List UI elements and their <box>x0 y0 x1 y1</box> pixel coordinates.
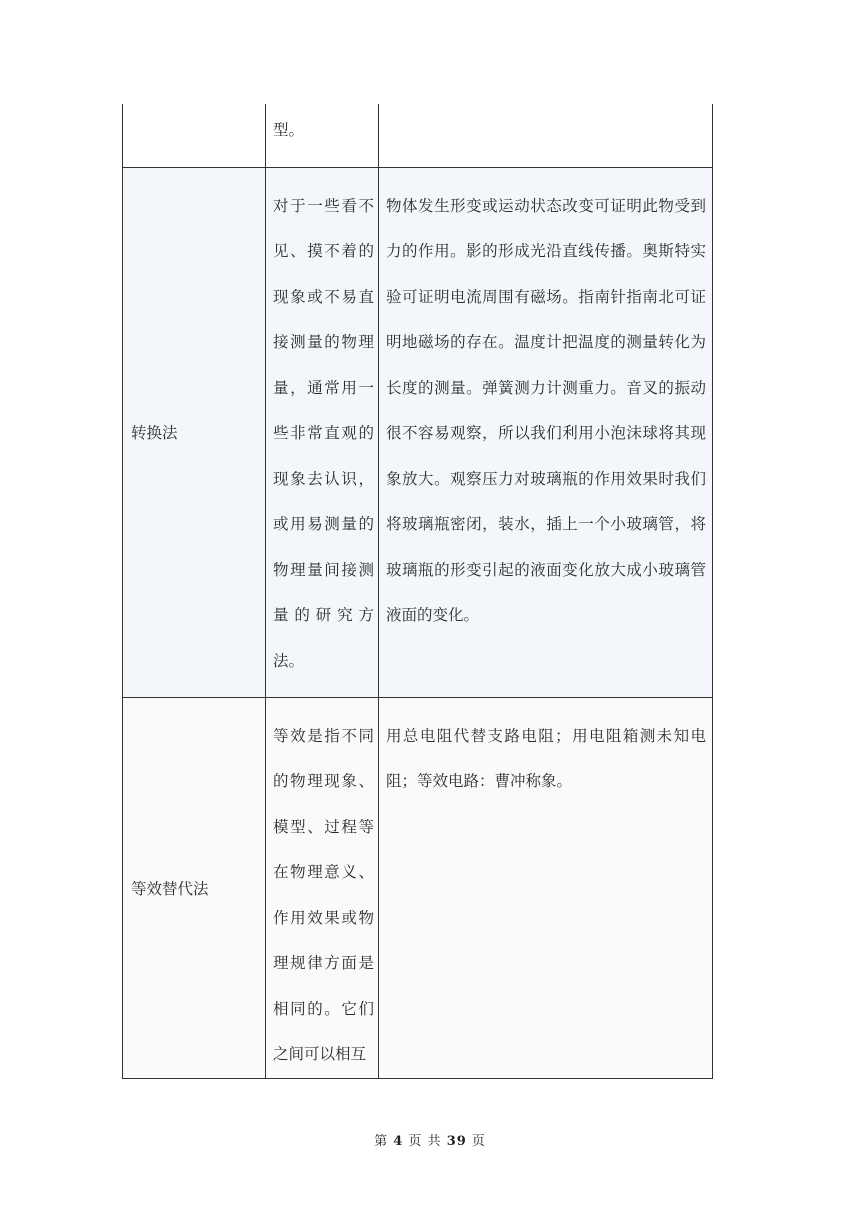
methods-table <box>122 104 713 1079</box>
method-description-cell <box>266 697 379 1078</box>
method-description-text: 型。 <box>273 121 305 139</box>
table-row <box>123 104 713 167</box>
method-examples-text: 用总电阻代替支路电阻；用电阻箱测未知电阻；等效电路：曹冲称象。 <box>386 726 706 790</box>
method-examples-text: 物体发生形变或运动状态改变可证明此物受到力的作用。影的形成光沿直线传播。奥斯特实验可证明电流周围有磁场。指南针指南北可证明地磁场的存在。温度计把温度的测量转化为长度的测量。弹簧测力计测重力。音叉的振动很不容易观察，所以我们利用小泡沫球将其现象放大。观察压力对玻璃瓶的作用效果时我们将玻璃瓶密闭，装水，插上一个小玻璃管，将玻璃瓶的形变引起的液面变化放大成小玻璃管液面的变化。 <box>386 196 706 624</box>
page-footer <box>0 1130 860 1149</box>
method-description-cell <box>266 104 379 167</box>
method-description-cell <box>266 167 379 697</box>
method-description-text: 等效是指不同的物理现象、模型、过程等在物理意义、作用效果或物理规律方面是相同的。它们之间可以相互 <box>273 726 374 1063</box>
method-name-text: 等效替代法 <box>131 879 209 898</box>
method-examples-cell <box>379 104 713 167</box>
current-page-number: 4 <box>393 1134 404 1149</box>
total-pages-number: 39 <box>446 1134 467 1149</box>
method-name-text: 转换法 <box>131 424 178 442</box>
method-description-text: 对于一些看不见、摸不着的现象或不易直接测量的物理量，通常用一些非常直观的现象去认识，或用易测量的物理量间接测量的研究方法。 <box>273 196 374 670</box>
table-row <box>123 167 713 697</box>
footer-suffix: 页 <box>471 1134 486 1149</box>
method-examples-cell <box>379 697 713 1078</box>
method-name-cell <box>123 697 266 1078</box>
footer-prefix: 第 <box>374 1134 389 1149</box>
footer-middle: 页 共 <box>408 1134 442 1149</box>
method-name-cell <box>123 104 266 167</box>
table-row <box>123 697 713 1078</box>
method-examples-cell <box>379 167 713 697</box>
method-name-cell <box>123 167 266 697</box>
